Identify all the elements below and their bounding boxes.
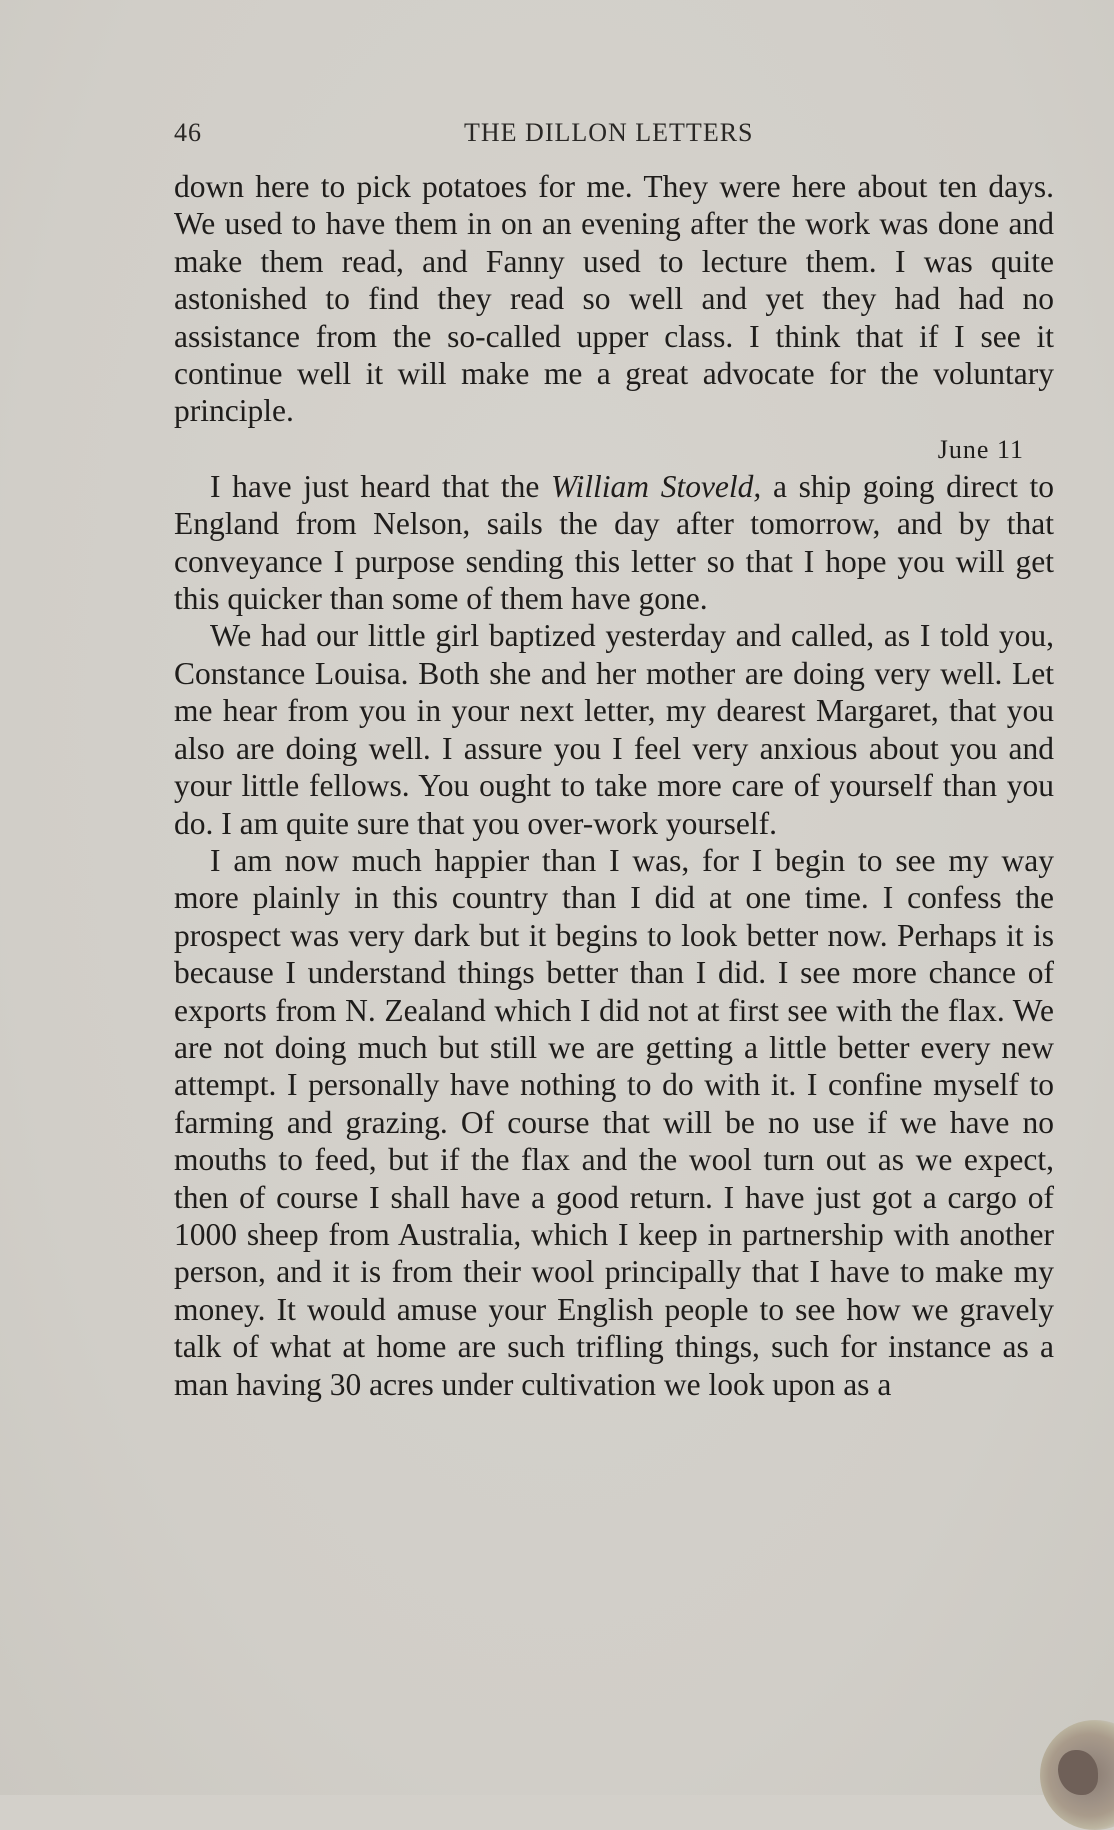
ship-name: William Stoveld, — [551, 468, 762, 504]
paragraph-prospects: I am now much happier than I was, for I begin to see my way more plainly in this country than I did at one time. I confess the prospect was very dark but it begins to look better now. Perhaps it is because I understand things better than I did. I see more chance of exports from N. Zealand which I did not at first see with the flax. We are not doing much but still we are getting a little better every new attempt. I personally have nothing to do with it. I confine myself to farming and grazing. Of course that will be no use if we have no mouths to feed, but if the flax and the wool turn out as we expect, then of course I shall have a good return. I have just got a cargo of 1000 sheep from Australia, which I keep in partnership with another person, and it is from their wool principally that I have to make my money. It would amuse your English people to see how we gravely talk of what at home are such trifling things, such for instance as a man having 30 acres under cultivation we look upon as a — [174, 842, 1054, 1402]
paragraph-ship-before: I have just heard that the — [210, 468, 552, 504]
dateline: June 11 — [937, 434, 1024, 464]
letter-text — [174, 168, 1054, 1403]
paragraph-baptism: We had our little girl baptized yesterday and called, as I told you, Constance Louisa. Both she and her mother are doing very well. Let me hear from you in your next letter, my dearest Margaret, that you also are doing well. I assure you I feel very anxious about you and your little fellows. You ought to take more care of yourself than you do. I am quite sure that you over-work yourself. — [174, 618, 1054, 841]
paragraph-continued: down here to pick potatoes for me. They were here about ten days. We used to have them in on an evening after the work was done and make them read, and Fanny used to lecture them. I was quite astonished to find they read so well and yet they had had no assistance from the so-called upper class. I think that if I see it continue well it will make me a great advocate for the voluntary principle. — [174, 169, 1054, 429]
running-head — [174, 118, 1054, 154]
paragraph-ship-after: a ship going direct to England from Nelson, sails the day after tomorrow, and by that conveyance I purpose sending this letter so that I hope you will get this quicker than some of them have gone. — [174, 468, 1054, 617]
paragraph-ship — [174, 468, 1054, 618]
running-title: THE DILLON LETTERS — [464, 118, 754, 147]
page-number: 46 — [174, 118, 202, 147]
